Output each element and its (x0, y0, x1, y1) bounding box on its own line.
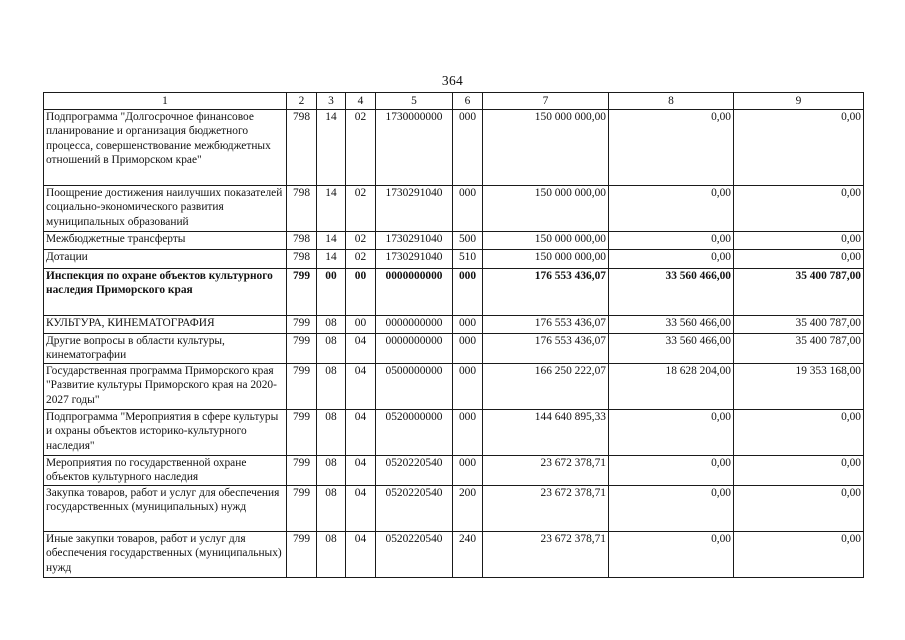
code-cell: 799 (287, 316, 317, 334)
code-cell: 510 (453, 250, 483, 269)
amount-cell: 0,00 (734, 232, 864, 250)
amount-cell: 0,00 (609, 486, 734, 532)
row-name-cell: Подпрограмма "Долгосрочное финансовое планирование и организация бюджетного процесса, совершенствование межбюджетных отношений в Приморском крае" (44, 110, 287, 186)
table-row (44, 316, 864, 334)
amount-cell: 0,00 (609, 110, 734, 186)
code-cell: 200 (453, 486, 483, 532)
code-cell: 000 (453, 269, 483, 316)
code-cell: 08 (317, 486, 346, 532)
code-cell: 0520000000 (376, 410, 453, 456)
code-cell: 000 (453, 186, 483, 232)
header-cell: 9 (734, 93, 864, 110)
amount-cell: 23 672 378,71 (483, 532, 609, 578)
amount-cell: 33 560 466,00 (609, 316, 734, 334)
row-name-cell: Инспекция по охране объектов культурного наследия Приморского края (44, 269, 287, 316)
code-cell: 02 (346, 110, 376, 186)
amount-cell: 0,00 (609, 250, 734, 269)
code-cell: 798 (287, 110, 317, 186)
amount-cell: 150 000 000,00 (483, 232, 609, 250)
amount-cell: 150 000 000,00 (483, 250, 609, 269)
code-cell: 798 (287, 186, 317, 232)
code-cell: 08 (317, 410, 346, 456)
amount-cell: 35 400 787,00 (734, 334, 864, 364)
code-cell: 04 (346, 532, 376, 578)
amount-cell: 0,00 (734, 532, 864, 578)
amount-cell: 0,00 (734, 410, 864, 456)
header-cell: 8 (609, 93, 734, 110)
row-name-cell: Подпрограмма "Мероприятия в сфере культуры и охраны объектов историко-культурного наследия" (44, 410, 287, 456)
code-cell: 00 (346, 316, 376, 334)
amount-cell: 176 553 436,07 (483, 316, 609, 334)
code-cell: 14 (317, 232, 346, 250)
code-cell: 000 (453, 364, 483, 410)
code-cell: 08 (317, 316, 346, 334)
code-cell: 0000000000 (376, 316, 453, 334)
table-row (44, 250, 864, 269)
header-cell: 7 (483, 93, 609, 110)
amount-cell: 0,00 (609, 186, 734, 232)
code-cell: 799 (287, 486, 317, 532)
code-cell: 0520220540 (376, 456, 453, 486)
code-cell: 04 (346, 364, 376, 410)
code-cell: 08 (317, 364, 346, 410)
code-cell: 0000000000 (376, 334, 453, 364)
code-cell: 240 (453, 532, 483, 578)
code-cell: 04 (346, 334, 376, 364)
code-cell: 08 (317, 456, 346, 486)
amount-cell: 35 400 787,00 (734, 316, 864, 334)
code-cell: 000 (453, 410, 483, 456)
amount-cell: 0,00 (609, 532, 734, 578)
code-cell: 1730291040 (376, 232, 453, 250)
code-cell: 04 (346, 456, 376, 486)
table-row (44, 110, 864, 186)
code-cell: 00 (346, 269, 376, 316)
code-cell: 0520220540 (376, 486, 453, 532)
amount-cell: 0,00 (609, 232, 734, 250)
row-name-cell: КУЛЬТУРА, КИНЕМАТОГРАФИЯ (44, 316, 287, 334)
row-name-cell: Поощрение достижения наилучших показателей социально-экономического развития муниципальных образований (44, 186, 287, 232)
page-number: 364 (441, 73, 464, 88)
code-cell: 08 (317, 334, 346, 364)
amount-cell: 176 553 436,07 (483, 269, 609, 316)
row-name-cell: Закупка товаров, работ и услуг для обеспечения государственных (муниципальных) нужд (44, 486, 287, 532)
code-cell: 1730291040 (376, 250, 453, 269)
code-cell: 799 (287, 410, 317, 456)
header-cell: 3 (317, 93, 346, 110)
amount-cell: 0,00 (734, 250, 864, 269)
amount-cell: 144 640 895,33 (483, 410, 609, 456)
code-cell: 14 (317, 250, 346, 269)
amount-cell: 0,00 (734, 456, 864, 486)
amount-cell: 150 000 000,00 (483, 110, 609, 186)
code-cell: 02 (346, 232, 376, 250)
table-row (44, 232, 864, 250)
amount-cell: 18 628 204,00 (609, 364, 734, 410)
table-row (44, 456, 864, 486)
row-name-cell: Иные закупки товаров, работ и услуг для обеспечения государственных (муниципальных) нужд (44, 532, 287, 578)
code-cell: 08 (317, 532, 346, 578)
code-cell: 04 (346, 410, 376, 456)
code-cell: 000 (453, 110, 483, 186)
amount-cell: 35 400 787,00 (734, 269, 864, 316)
amount-cell: 0,00 (734, 186, 864, 232)
row-name-cell: Мероприятия по государственной охране объектов культурного наследия (44, 456, 287, 486)
row-name-cell: Межбюджетные трансферты (44, 232, 287, 250)
code-cell: 000 (453, 334, 483, 364)
code-cell: 798 (287, 250, 317, 269)
amount-cell: 166 250 222,07 (483, 364, 609, 410)
amount-cell: 19 353 168,00 (734, 364, 864, 410)
header-cell: 2 (287, 93, 317, 110)
code-cell: 799 (287, 532, 317, 578)
code-cell: 799 (287, 364, 317, 410)
code-cell: 799 (287, 456, 317, 486)
amount-cell: 33 560 466,00 (609, 334, 734, 364)
code-cell: 798 (287, 232, 317, 250)
amount-cell: 33 560 466,00 (609, 269, 734, 316)
code-cell: 000 (453, 456, 483, 486)
code-cell: 14 (317, 110, 346, 186)
header-cell: 1 (44, 93, 287, 110)
table-row (44, 269, 864, 316)
amount-cell: 0,00 (734, 486, 864, 532)
row-name-cell: Государственная программа Приморского края "Развитие культуры Приморского края на 2020-2027 годы" (44, 364, 287, 410)
header-cell: 4 (346, 93, 376, 110)
row-name-cell: Другие вопросы в области культуры, кинематографии (44, 334, 287, 364)
amount-cell: 176 553 436,07 (483, 334, 609, 364)
table-row (44, 486, 864, 532)
code-cell: 00 (317, 269, 346, 316)
table-row (44, 364, 864, 410)
budget-table (43, 92, 864, 578)
row-name-cell: Дотации (44, 250, 287, 269)
table-row (44, 410, 864, 456)
table-row (44, 186, 864, 232)
code-cell: 1730000000 (376, 110, 453, 186)
amount-cell: 0,00 (609, 456, 734, 486)
table-row (44, 334, 864, 364)
amount-cell: 150 000 000,00 (483, 186, 609, 232)
code-cell: 02 (346, 186, 376, 232)
amount-cell: 23 672 378,71 (483, 486, 609, 532)
code-cell: 0500000000 (376, 364, 453, 410)
code-cell: 000 (453, 316, 483, 334)
amount-cell: 0,00 (734, 110, 864, 186)
code-cell: 04 (346, 486, 376, 532)
code-cell: 0000000000 (376, 269, 453, 316)
amount-cell: 0,00 (609, 410, 734, 456)
code-cell: 500 (453, 232, 483, 250)
code-cell: 02 (346, 250, 376, 269)
code-cell: 14 (317, 186, 346, 232)
code-cell: 0520220540 (376, 532, 453, 578)
code-cell: 799 (287, 334, 317, 364)
header-cell: 5 (376, 93, 453, 110)
table-row (44, 532, 864, 578)
header-cell: 6 (453, 93, 483, 110)
amount-cell: 23 672 378,71 (483, 456, 609, 486)
code-cell: 799 (287, 269, 317, 316)
code-cell: 1730291040 (376, 186, 453, 232)
header-row (44, 93, 864, 110)
